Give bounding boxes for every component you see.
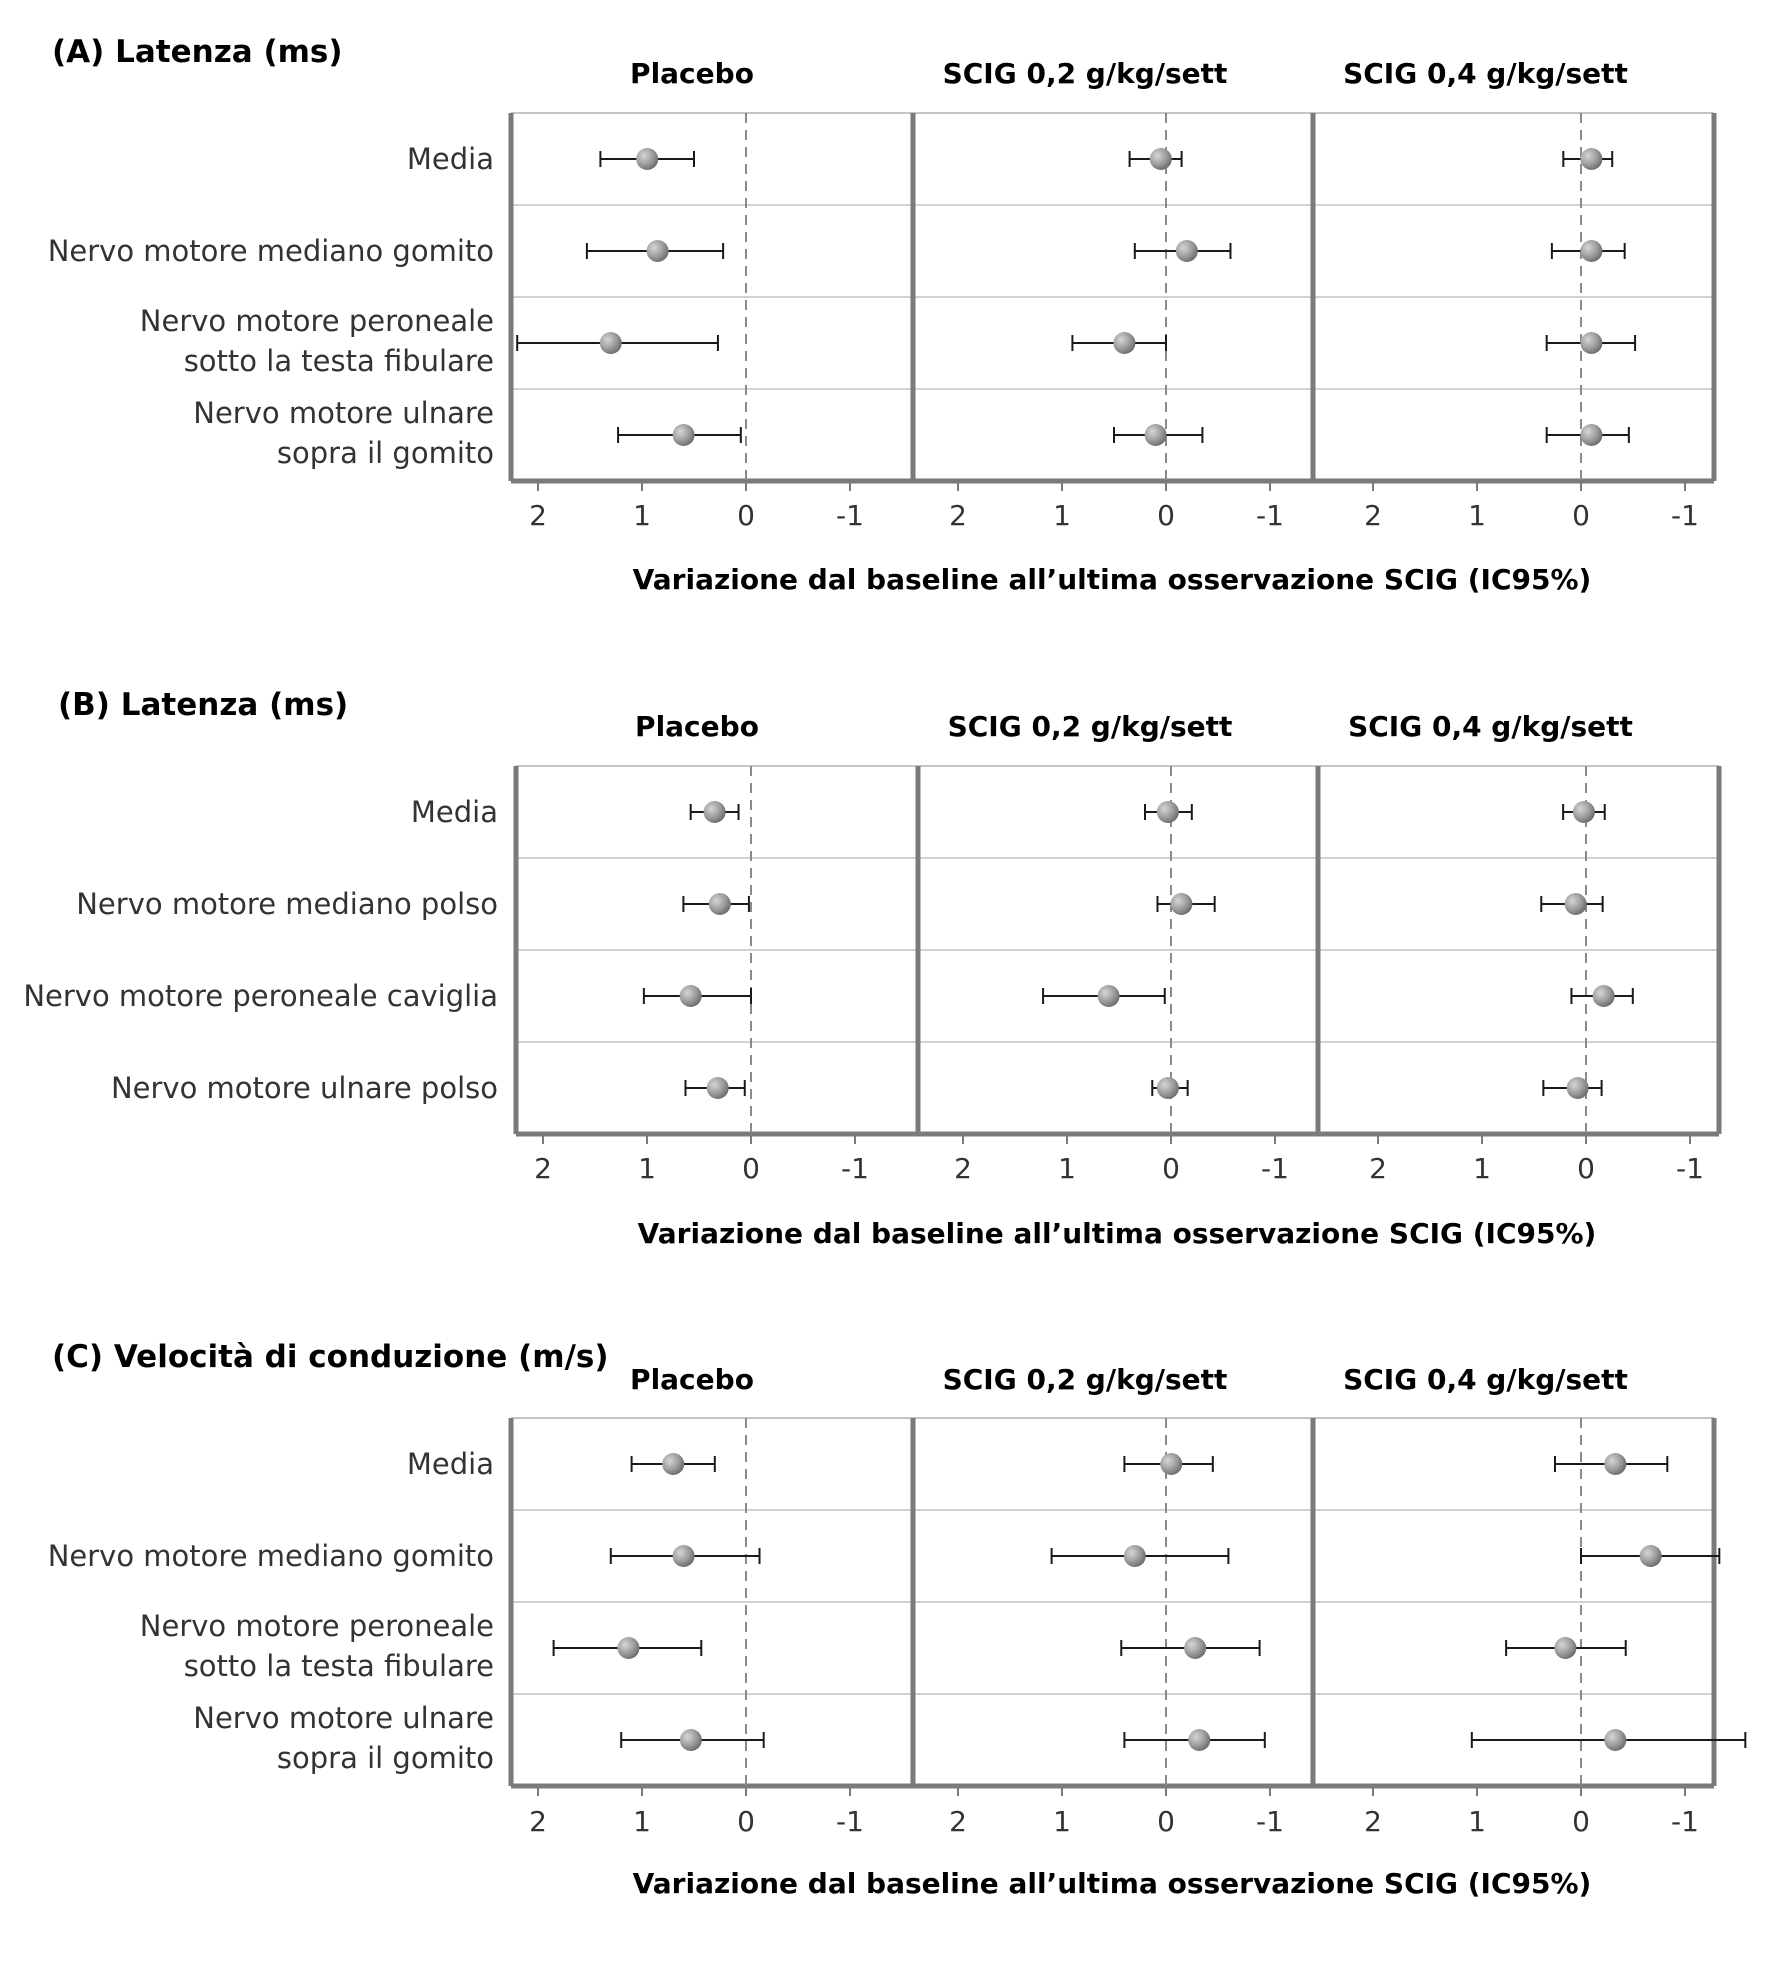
x-tick-label: 1 <box>638 1152 656 1185</box>
row-label: sotto la testa fibulare <box>183 344 494 378</box>
x-tick-label: 1 <box>1053 499 1071 532</box>
x-tick-label: 0 <box>737 499 755 532</box>
row-label: Media <box>406 142 494 176</box>
row-label: Nervo motore mediano polso <box>76 887 498 921</box>
x-tick-label: 2 <box>1369 1152 1387 1185</box>
estimate-point <box>617 1637 639 1659</box>
row-label: Media <box>410 795 498 829</box>
x-tick-label: 2 <box>534 1152 552 1185</box>
x-tick-label: -1 <box>1676 1152 1704 1185</box>
x-tick-label: 1 <box>633 1805 651 1838</box>
estimate-point <box>1170 893 1192 915</box>
estimate-point <box>673 1545 695 1567</box>
estimate-point <box>673 424 695 446</box>
estimate-point <box>1580 148 1602 170</box>
x-tick-label: -1 <box>1261 1152 1289 1185</box>
row-label: sotto la testa fibulare <box>183 1649 494 1683</box>
row-label: Nervo motore mediano gomito <box>47 1539 494 1573</box>
group-title: SCIG 0,4 g/kg/sett <box>1348 710 1633 743</box>
x-tick-label: 2 <box>1364 1805 1382 1838</box>
row-label: Nervo motore ulnare polso <box>110 1071 498 1105</box>
estimate-point <box>709 893 731 915</box>
estimate-point <box>1124 1545 1146 1567</box>
x-tick-label: 1 <box>1058 1152 1076 1185</box>
x-axis-label: Variazione dal baseline all’ultima osservazione SCIG (IC95%) <box>632 1867 1592 1900</box>
estimate-point <box>1150 148 1172 170</box>
estimate-point <box>662 1453 684 1475</box>
x-axis-label: Variazione dal baseline all’ultima osservazione SCIG (IC95%) <box>637 1217 1597 1250</box>
x-axis-label: Variazione dal baseline all’ultima osservazione SCIG (IC95%) <box>632 563 1592 596</box>
estimate-point <box>600 332 622 354</box>
row-label: Nervo motore peroneale caviglia <box>23 979 498 1013</box>
estimate-point <box>1580 332 1602 354</box>
estimate-point <box>1157 801 1179 823</box>
x-tick-label: 1 <box>1468 499 1486 532</box>
group-title: SCIG 0,2 g/kg/sett <box>942 57 1228 90</box>
estimate-point <box>704 801 726 823</box>
x-tick-label: -1 <box>836 499 864 532</box>
estimate-point <box>1567 1077 1589 1099</box>
group-title: SCIG 0,2 g/kg/sett <box>947 710 1233 743</box>
x-tick-label: 0 <box>1577 1152 1595 1185</box>
row-label: sopra il gomito <box>276 1741 494 1775</box>
x-tick-label: 1 <box>1473 1152 1491 1185</box>
x-tick-label: 2 <box>949 499 967 532</box>
estimate-point <box>1554 1637 1576 1659</box>
x-tick-label: 1 <box>1053 1805 1071 1838</box>
estimate-point <box>680 1729 702 1751</box>
x-tick-label: 0 <box>1572 1805 1590 1838</box>
group-title: SCIG 0,4 g/kg/sett <box>1343 1363 1628 1396</box>
estimate-point <box>1640 1545 1662 1567</box>
x-tick-label: 0 <box>1157 1805 1175 1838</box>
estimate-point <box>1184 1637 1206 1659</box>
row-label: Nervo motore ulnare <box>193 396 494 430</box>
x-tick-label: 2 <box>949 1805 967 1838</box>
estimate-point <box>636 148 658 170</box>
x-tick-label: 1 <box>1468 1805 1486 1838</box>
x-tick-label: 0 <box>1572 499 1590 532</box>
estimate-point <box>680 985 702 1007</box>
estimate-point <box>1176 240 1198 262</box>
x-tick-label: 0 <box>742 1152 760 1185</box>
x-tick-label: 2 <box>954 1152 972 1185</box>
row-label: Nervo motore peroneale <box>139 304 494 338</box>
x-tick-label: -1 <box>1256 499 1284 532</box>
estimate-point <box>1604 1729 1626 1751</box>
estimate-point <box>1098 985 1120 1007</box>
x-tick-label: 0 <box>1162 1152 1180 1185</box>
x-tick-label: 1 <box>633 499 651 532</box>
group-title: SCIG 0,4 g/kg/sett <box>1343 57 1628 90</box>
estimate-point <box>1593 985 1615 1007</box>
panel-title: (C) Velocità di conduzione (m/s) <box>52 1339 609 1375</box>
estimate-point <box>1157 1077 1179 1099</box>
x-tick-label: -1 <box>1256 1805 1284 1838</box>
panel-title: (A) Latenza (ms) <box>52 34 343 70</box>
x-tick-label: 2 <box>529 1805 547 1838</box>
x-tick-label: 2 <box>529 499 547 532</box>
row-label: Nervo motore mediano gomito <box>47 234 494 268</box>
estimate-point <box>707 1077 729 1099</box>
estimate-point <box>1565 893 1587 915</box>
x-tick-label: 0 <box>1157 499 1175 532</box>
estimate-point <box>1573 801 1595 823</box>
panel-title: (B) Latenza (ms) <box>58 687 349 723</box>
x-tick-label: -1 <box>836 1805 864 1838</box>
estimate-point <box>647 240 669 262</box>
estimate-point <box>1580 424 1602 446</box>
x-tick-label: -1 <box>1671 499 1699 532</box>
x-tick-label: 2 <box>1364 499 1382 532</box>
row-label: Nervo motore peroneale <box>139 1609 494 1643</box>
group-title: SCIG 0,2 g/kg/sett <box>942 1363 1228 1396</box>
estimate-point <box>1580 240 1602 262</box>
estimate-point <box>1188 1729 1210 1751</box>
estimate-point <box>1145 424 1167 446</box>
estimate-point <box>1160 1453 1182 1475</box>
group-title: Placebo <box>630 57 754 90</box>
estimate-point <box>1113 332 1135 354</box>
x-tick-label: -1 <box>841 1152 869 1185</box>
estimate-point <box>1604 1453 1626 1475</box>
group-title: Placebo <box>630 1363 754 1396</box>
group-title: Placebo <box>635 710 759 743</box>
x-tick-label: -1 <box>1671 1805 1699 1838</box>
row-label: sopra il gomito <box>276 436 494 470</box>
x-tick-label: 0 <box>737 1805 755 1838</box>
row-label: Nervo motore ulnare <box>193 1701 494 1735</box>
row-label: Media <box>406 1447 494 1481</box>
